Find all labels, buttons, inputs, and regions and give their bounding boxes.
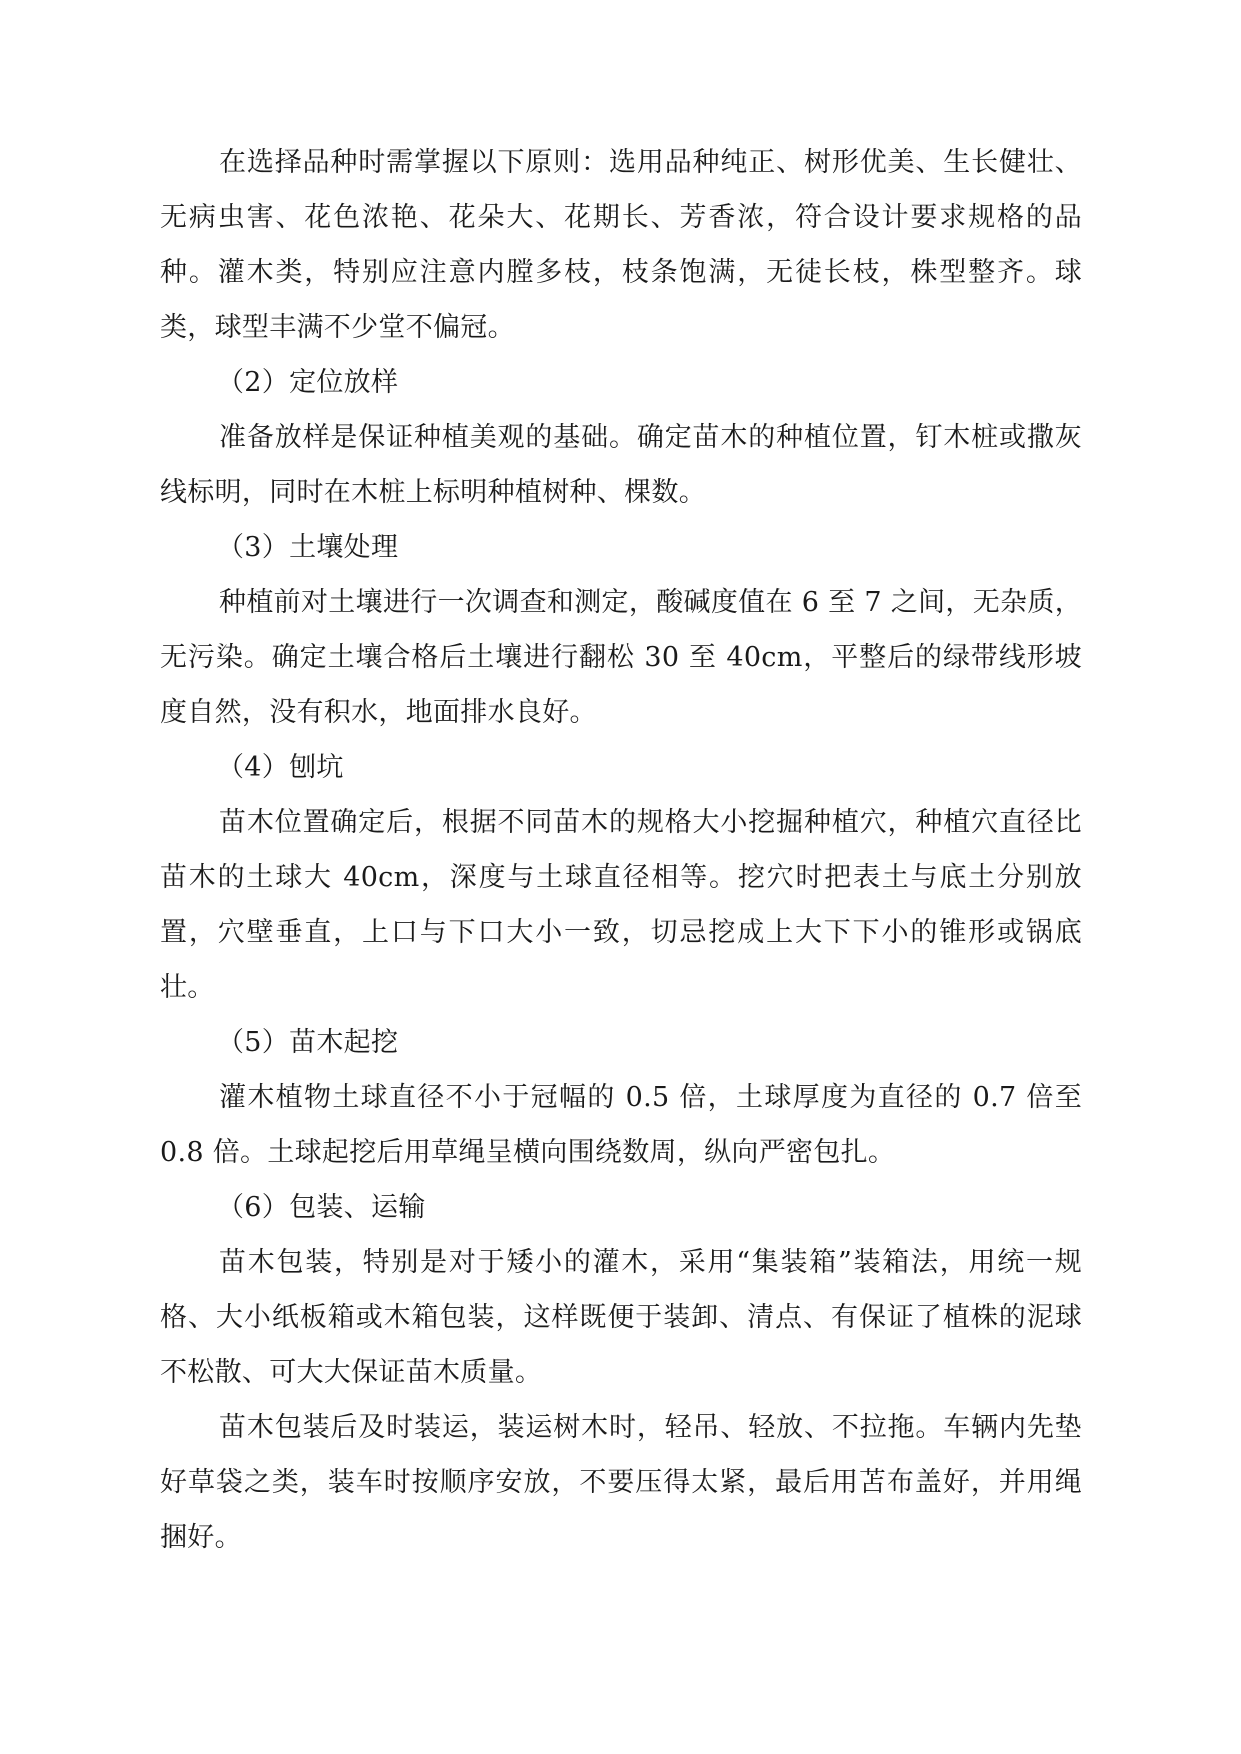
section-heading-soil-treatment: （3）土壤处理 [217, 532, 399, 563]
section-heading-positioning: （2）定位放样 [217, 367, 399, 398]
paragraph-positioning: 准备放样是保证种植美观的基础。确定苗木的种植位置，钉木桩或撒灰线标明，同时在木桩上标明种植树种、棵数。 [160, 422, 1082, 508]
paragraph-soil-treatment: 种植前对土壤进行一次调查和测定，酸碱度值在 6 至 7 之间，无杂质，无污染。确定土壤合格后土壤进行翻松 30 至 40cm，平整后的绿带线形坡度自然，没有积水，地面排水良好。 [160, 587, 1082, 728]
section-heading-seedling-lifting: （5）苗木起挖 [217, 1027, 399, 1058]
section-heading-packing-transport: （6）包装、运输 [217, 1192, 426, 1223]
paragraph-seedling-lifting: 灌木植物土球直径不小于冠幅的 0.5 倍，土球厚度为直径的 0.7 倍至 0.8 倍。土球起挖后用草绳呈横向围绕数周，纵向严密包扎。 [160, 1082, 1082, 1168]
section-heading-digging-pits: （4）刨坑 [217, 752, 344, 783]
paragraph-packing: 苗木包装，特别是对于矮小的灌木，采用“集装箱”装箱法，用统一规格、大小纸板箱或木箱包装，这样既便于装卸、清点、有保证了植株的泥球不松散、可大大保证苗木质量。 [160, 1247, 1082, 1388]
paragraph-variety-selection: 在选择品种时需掌握以下原则：选用品种纯正、树形优美、生长健壮、无病虫害、花色浓艳、花朵大、花期长、芳香浓，符合设计要求规格的品种。灌木类，特别应注意内膛多枝，枝条饱满，无徒长枝，株型整齐。球类，球型丰满不少堂不偏冠。 [160, 147, 1082, 343]
paragraph-digging-pits: 苗木位置确定后，根据不同苗木的规格大小挖掘种植穴，种植穴直径比苗木的土球大 40cm，深度与土球直径相等。挖穴时把表土与底土分别放置，穴壁垂直，上口与下口大小一致，切忌挖成上大下下小的锥形或锅底壮。 [160, 807, 1082, 1003]
paragraph-transport: 苗木包装后及时装运，装运树木时，轻吊、轻放、不拉拖。车辆内先垫好草袋之类，装车时按顺序安放，不要压得太紧，最后用苫布盖好，并用绳捆好。 [160, 1412, 1082, 1553]
document-page [160, 135, 1082, 1565]
